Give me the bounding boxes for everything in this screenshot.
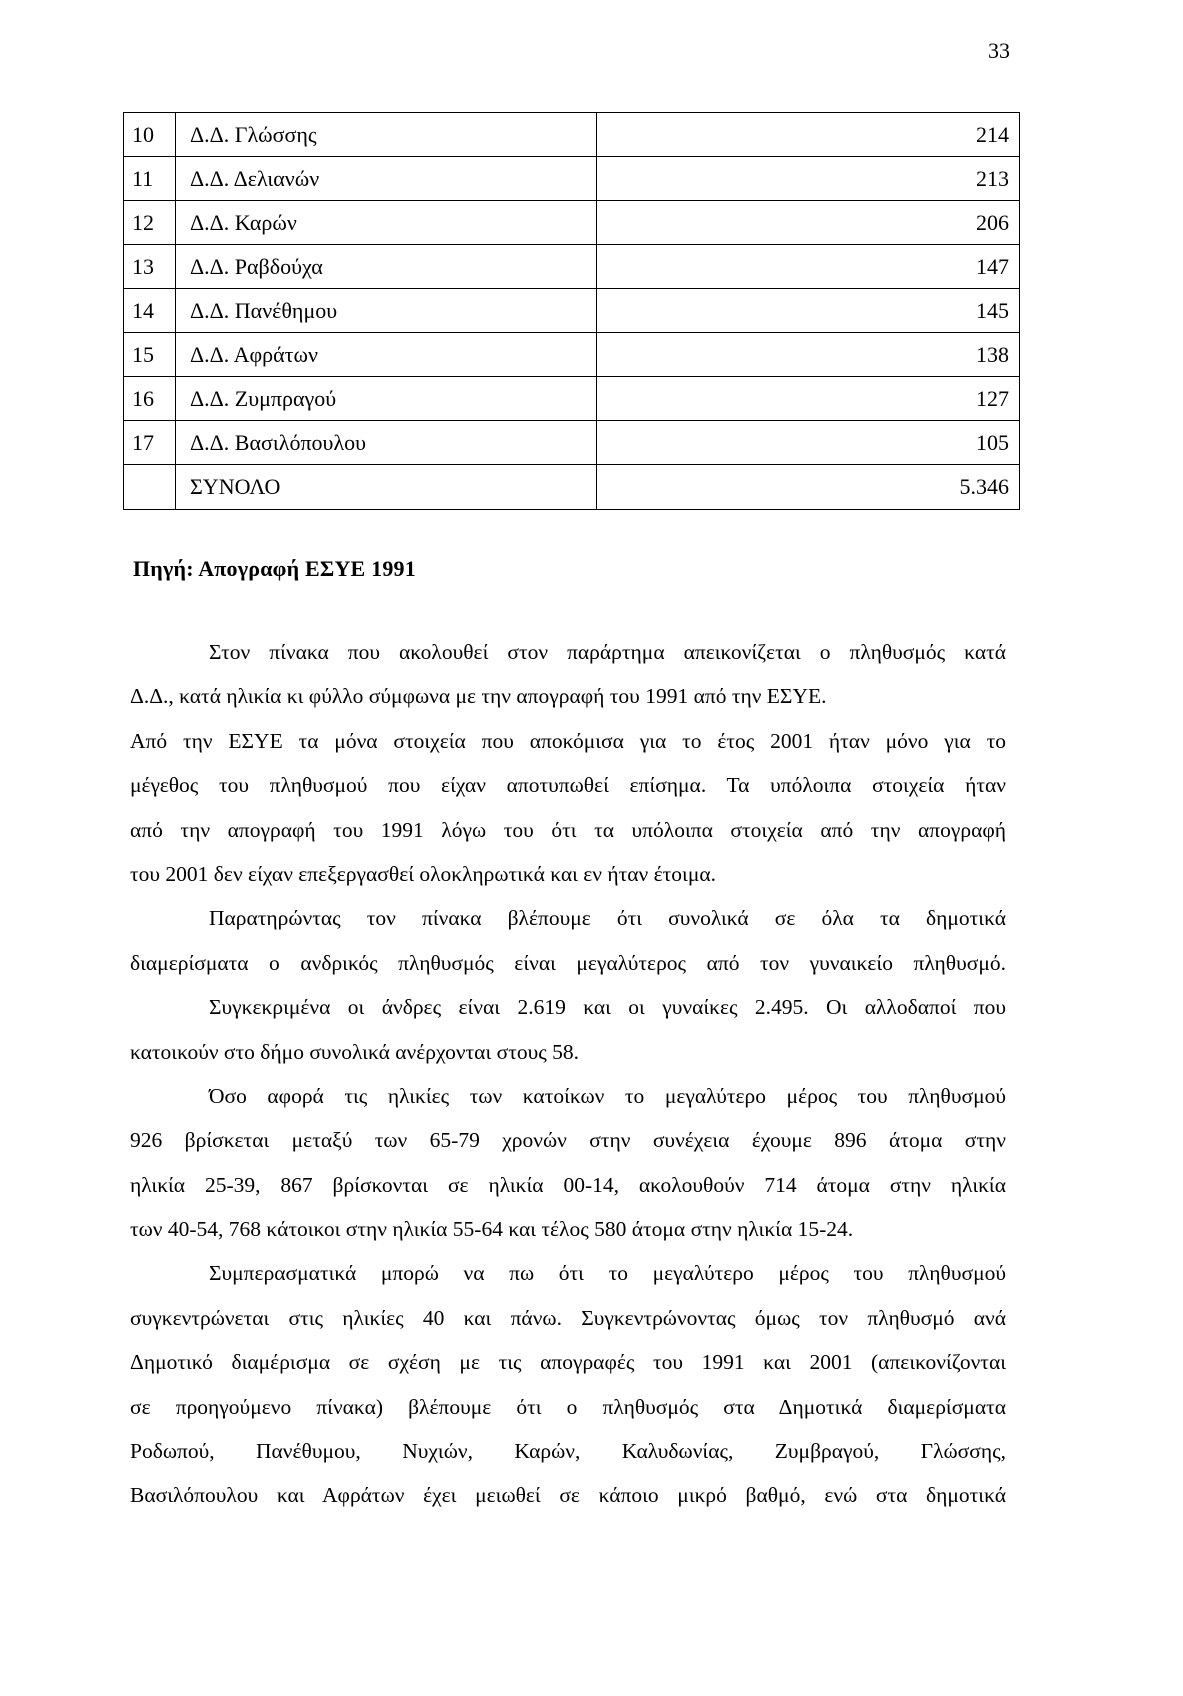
population-value: 214 [597, 113, 1020, 157]
paragraph-line: κατοικούν στο δήμο συνολικά ανέρχονται στους 58. [130, 1039, 579, 1064]
paragraph-line: Συγκεκριμένα οι άνδρες είναι 2.619 και οι γυναίκες 2.495. Οι αλλοδαποί που [209, 995, 1006, 1020]
total-value: 5.346 [597, 465, 1020, 510]
row-number: 13 [124, 245, 176, 289]
body-text [130, 630, 1006, 1518]
row-number: 17 [124, 421, 176, 465]
table-row [124, 245, 1020, 289]
paragraph-line: Όσο αφορά τις ηλικίες των κατοίκων το μεγαλύτερο μέρος του πληθυσμού [209, 1083, 1006, 1108]
population-value: 147 [597, 245, 1020, 289]
paragraph-line: μέγεθος του πληθυσμού που είχαν αποτυπωθεί επίσημα. Τα υπόλοιπα στοιχεία ήταν [130, 773, 1006, 798]
district-name: Δ.Δ. Δελιανών [176, 157, 597, 201]
row-number: 15 [124, 333, 176, 377]
paragraph-line: Παρατηρώντας τον πίνακα βλέπουμε ότι συνολικά σε όλα τα δημοτικά [209, 906, 1006, 931]
district-name: Δ.Δ. Γλώσσης [176, 113, 597, 157]
paragraph-line: Ροδωπού, Πανέθυμου, Νυχιών, Καρών, Καλυδωνίας, Ζυμβραγού, Γλώσσης, [130, 1439, 1006, 1464]
paragraph-line: των 40-54, 768 κάτοικοι στην ηλικία 55-64 και τέλος 580 άτομα στην ηλικία 15-24. [130, 1217, 854, 1242]
population-table [123, 112, 1020, 510]
row-number: 12 [124, 201, 176, 245]
table-total-row [124, 465, 1020, 510]
paragraph-line: Από την ΕΣΥΕ τα μόνα στοιχεία που αποκόμισα για το έτος 2001 ήταν μόνο για το [130, 728, 1006, 753]
district-name: Δ.Δ. Καρών [176, 201, 597, 245]
paragraph-line: από την απογραφή του 1991 λόγω του ότι τα υπόλοιπα στοιχεία από την απογραφή [130, 817, 1006, 842]
paragraph-line: Δ.Δ., κατά ηλικία κι φύλλο σύμφωνα με την απογραφή του 1991 από την ΕΣΥΕ. [130, 684, 827, 709]
table-row [124, 421, 1020, 465]
population-value: 145 [597, 289, 1020, 333]
population-value: 105 [597, 421, 1020, 465]
paragraph-line: Στον πίνακα που ακολουθεί στον παράρτημα απεικονίζεται ο πληθυσμός κατά [209, 640, 1006, 664]
paragraph-line: του 2001 δεν είχαν επεξεργασθεί ολοκληρωτικά και εν ήταν έτοιμα. [130, 861, 717, 886]
population-value: 138 [597, 333, 1020, 377]
district-name: Δ.Δ. Βασιλόπουλου [176, 421, 597, 465]
district-name: Δ.Δ. Ζυμπραγού [176, 377, 597, 421]
paragraph-line: σε προηγούμενο πίνακα) βλέπουμε ότι ο πληθυσμός στα Δημοτικά διαμερίσματα [130, 1394, 1006, 1419]
paragraph-line: ηλικία 25-39, 867 βρίσκονται σε ηλικία 00-14, ακολουθούν 714 άτομα στην ηλικία [130, 1172, 1006, 1197]
table-row [124, 157, 1020, 201]
row-number: 10 [124, 113, 176, 157]
table-row [124, 289, 1020, 333]
district-name: Δ.Δ. Αφράτων [176, 333, 597, 377]
table-row [124, 377, 1020, 421]
district-name: Δ.Δ. Πανέθημου [176, 289, 597, 333]
district-name: Δ.Δ. Ραβδούχα [176, 245, 597, 289]
table-row [124, 201, 1020, 245]
row-number: 11 [124, 157, 176, 201]
total-label: ΣΥΝΟΛΟ [176, 465, 597, 510]
page-number: 33 [988, 38, 1010, 63]
row-number-empty [124, 465, 176, 510]
paragraph-line: συγκεντρώνεται στις ηλικίες 40 και πάνω. Συγκεντρώνοντας όμως τον πληθυσμό ανά [130, 1305, 1006, 1330]
table-row [124, 113, 1020, 157]
paragraph-line: 926 βρίσκεται μεταξύ των 65-79 χρονών στην συνέχεια έχουμε 896 άτομα στην [130, 1128, 1006, 1153]
paragraph-line: Δημοτικό διαμέρισμα σε σχέση με τις απογραφές του 1991 και 2001 (απεικονίζονται [130, 1350, 1006, 1375]
row-number: 16 [124, 377, 176, 421]
paragraph-line: Συμπερασματικά μπορώ να πω ότι το μεγαλύτερο μέρος του πληθυσμού [209, 1261, 1006, 1286]
row-number: 14 [124, 289, 176, 333]
population-value: 127 [597, 377, 1020, 421]
source-note: Πηγή: Απογραφή ΕΣΥΕ 1991 [133, 556, 416, 581]
population-value: 206 [597, 201, 1020, 245]
population-value: 213 [597, 157, 1020, 201]
table-row [124, 333, 1020, 377]
paragraph-line: διαμερίσματα ο ανδρικός πληθυσμός είναι μεγαλύτερος από τον γυναικείο πληθυσμό. [130, 950, 1006, 975]
paragraph-line: Βασιλόπουλου και Αφράτων έχει μειωθεί σε κάποιο μικρό βαθμό, ενώ στα δημοτικά [130, 1483, 1006, 1508]
